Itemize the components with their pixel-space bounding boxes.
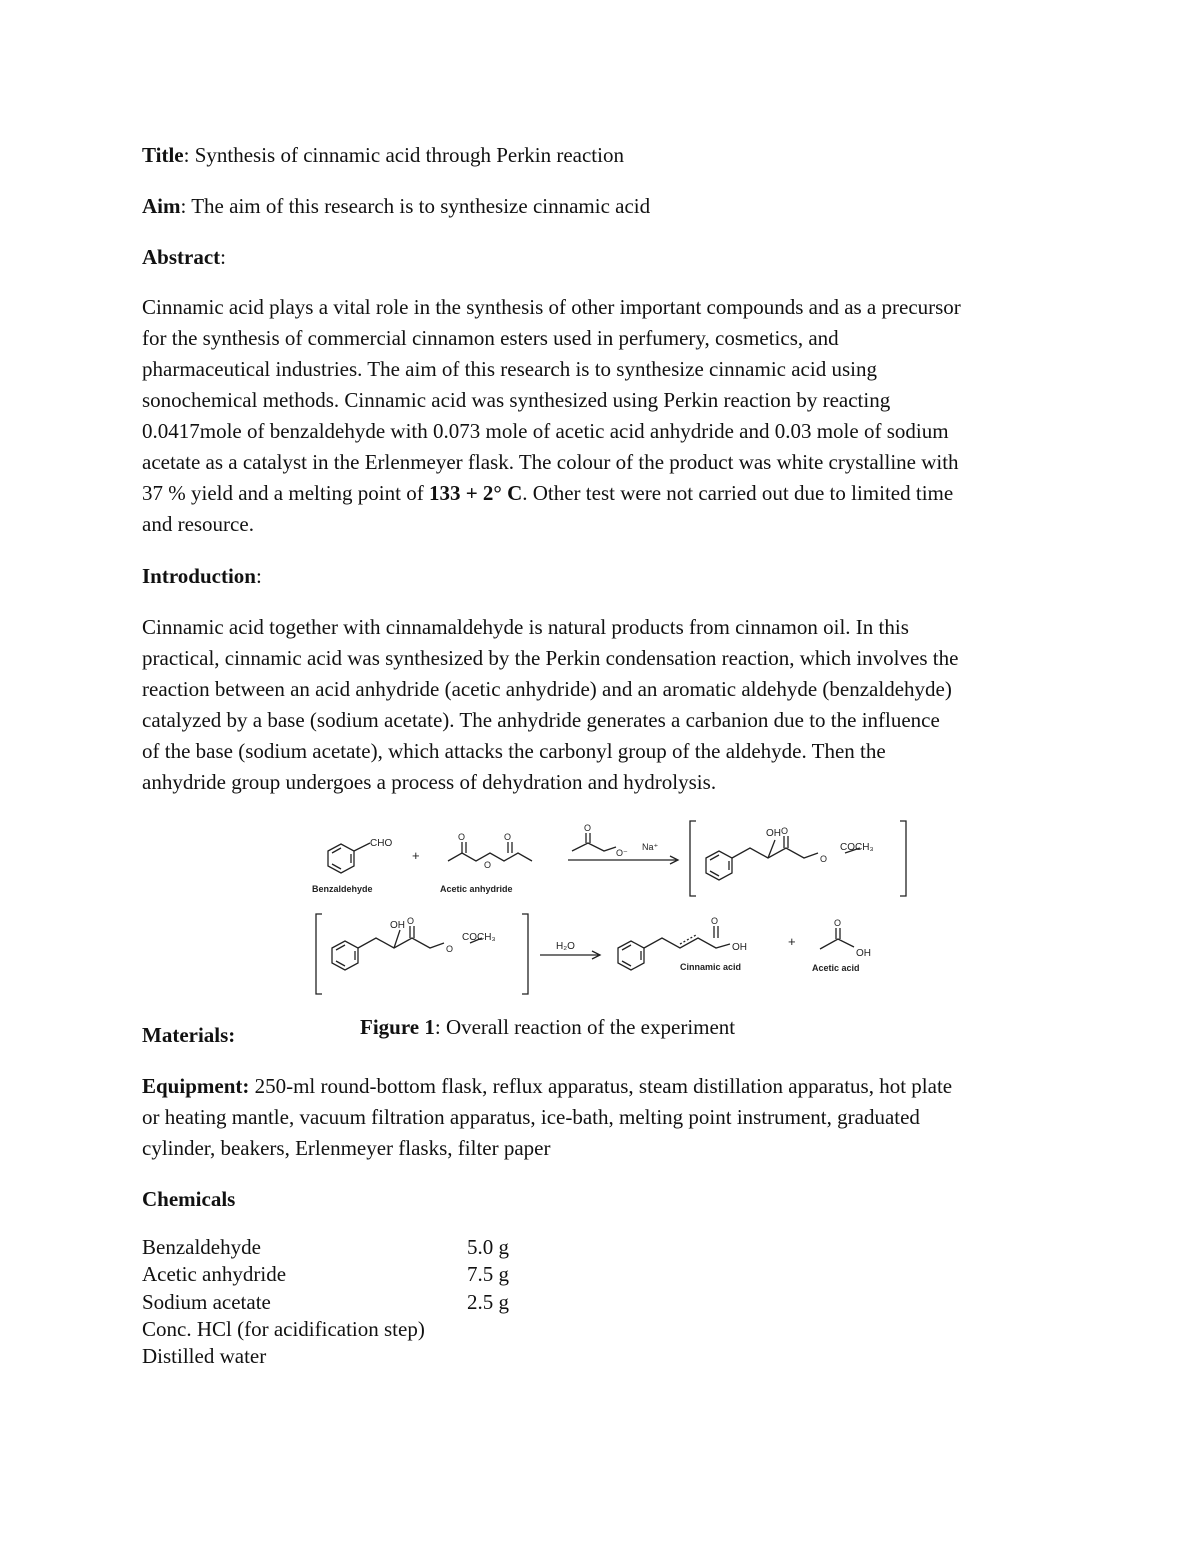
equipment-paragraph xyxy=(142,1071,1072,1164)
acetic-acid-label: Acetic acid xyxy=(812,963,860,973)
chemical-item: Distilled water xyxy=(142,1344,267,1368)
abstract-line: and resource. xyxy=(142,512,254,536)
cinnamic-acid-label: Cinnamic acid xyxy=(680,962,742,972)
equipment-line: 250-ml round-bottom flask, reflux apparatus, steam distillation apparatus, hot plate xyxy=(249,1074,953,1098)
ether-o-label: O xyxy=(484,860,492,870)
figure-caption xyxy=(360,1015,735,1039)
figure-caption-label: Figure 1 xyxy=(360,1015,435,1039)
coch3-label: COCH₃ xyxy=(840,842,874,853)
introduction-line: anhydride group undergoes a process of dehydration and hydrolysis. xyxy=(142,770,717,794)
chemical-amount: 2.5 g xyxy=(467,1290,509,1314)
hydroxyl-label: OH xyxy=(856,948,871,959)
hydroxyl-label: OH xyxy=(766,828,781,839)
sodium-ion-label: Na⁺ xyxy=(642,842,659,852)
acetic-anhydride-label: Acetic anhydride xyxy=(440,884,513,894)
chemical-amount: 5.0 g xyxy=(467,1235,509,1259)
abstract-line: 37 % yield and a melting point of 133 + 2° C. Other test were not carried out due to limited time xyxy=(142,481,954,505)
carbonyl-o-label: O xyxy=(711,916,719,926)
abstract-line: for the synthesis of commercial cinnamon esters used in perfumery, cosmetics, and xyxy=(142,326,839,350)
aim-line: Aim: The aim of this research is to synthesize cinnamic acid xyxy=(142,194,651,218)
chemical-item: Sodium acetate xyxy=(142,1290,271,1314)
carbonyl-o-label: O xyxy=(458,832,466,842)
plus-sign: + xyxy=(788,934,796,949)
carbonyl-o-label: O xyxy=(407,916,415,926)
introduction-line: of the base (sodium acetate), which attacks the carbonyl group of the aldehyde. Then the xyxy=(142,739,886,763)
abstract-heading: Abstract: xyxy=(142,245,226,269)
equipment-label: Equipment: xyxy=(142,1074,250,1098)
plus-sign: + xyxy=(412,848,420,863)
melting-point-value: 133 + 2° C xyxy=(428,481,523,505)
carbonyl-o-label: O xyxy=(584,823,592,833)
introduction-line: catalyzed by a base (sodium acetate). The anhydride generates a carbanion due to the influence xyxy=(142,708,940,732)
benzaldehyde-label: Benzaldehyde xyxy=(312,884,373,894)
abstract-line: pharmaceutical industries. The aim of this research is to synthesize cinnamic acid using xyxy=(142,357,877,381)
title-label: Title xyxy=(142,143,184,167)
introduction-line: practical, cinnamic acid was synthesized by the Perkin condensation reaction, which involves the xyxy=(142,646,959,670)
water-label: H₂O xyxy=(556,941,575,952)
introduction-paragraph xyxy=(142,612,1072,798)
reaction-scheme-figure xyxy=(300,818,920,1003)
ether-o-label: O xyxy=(446,944,454,954)
abstract-paragraph xyxy=(142,292,1072,540)
coch3-label: COCH₃ xyxy=(462,932,496,943)
hydroxyl-label: OH xyxy=(732,942,747,953)
introduction-line: Cinnamic acid together with cinnamaldehyde is natural products from cinnamon oil. In this xyxy=(142,615,909,639)
o-minus-label: O⁻ xyxy=(616,848,628,858)
abstract-line: sonochemical methods. Cinnamic acid was synthesized using Perkin reaction by reacting xyxy=(142,388,891,412)
cho-label: CHO xyxy=(370,838,393,849)
chemical-item: Acetic anhydride xyxy=(142,1262,287,1286)
chemicals-heading: Chemicals xyxy=(142,1187,236,1211)
equipment-line: or heating mantle, vacuum filtration apparatus, ice-bath, melting point instrument, graduated xyxy=(142,1105,920,1129)
abstract-line: Cinnamic acid plays a vital role in the synthesis of other important compounds and as a precursor xyxy=(142,295,961,319)
introduction-heading: Introduction: xyxy=(142,564,262,588)
title-line: Title: Synthesis of cinnamic acid through Perkin reaction xyxy=(142,143,624,167)
title-text: Synthesis of cinnamic acid through Perkin reaction xyxy=(194,143,624,167)
figure-caption-text: : Overall reaction of the experiment xyxy=(434,1015,736,1039)
carbonyl-o-label: O xyxy=(834,918,842,928)
chemical-item: Conc. HCl (for acidification step) xyxy=(142,1317,425,1341)
carbonyl-o-label: O xyxy=(781,826,789,836)
abstract-line: 0.0417mole of benzaldehyde with 0.073 mole of acetic acid anhydride and 0.03 mole of sodium xyxy=(142,419,949,443)
introduction-line: reaction between an acid anhydride (acetic anhydride) and an aromatic aldehyde (benzaldehyde) xyxy=(142,677,952,701)
abstract-line: acetate as a catalyst in the Erlenmeyer flask. The colour of the product was white crystalline with xyxy=(142,450,959,474)
chemical-amount: 7.5 g xyxy=(467,1262,509,1286)
hydroxyl-label: OH xyxy=(390,920,405,931)
aim-text: The aim of this research is to synthesize cinnamic acid xyxy=(191,194,651,218)
equipment-line: cylinder, beakers, Erlenmeyer flasks, filter paper xyxy=(142,1136,551,1160)
materials-heading: Materials: xyxy=(142,1023,236,1047)
aim-label: Aim xyxy=(142,194,181,218)
carbonyl-o-label: O xyxy=(504,832,512,842)
chemical-item: Benzaldehyde xyxy=(142,1235,261,1259)
ether-o-label: O xyxy=(820,854,828,864)
